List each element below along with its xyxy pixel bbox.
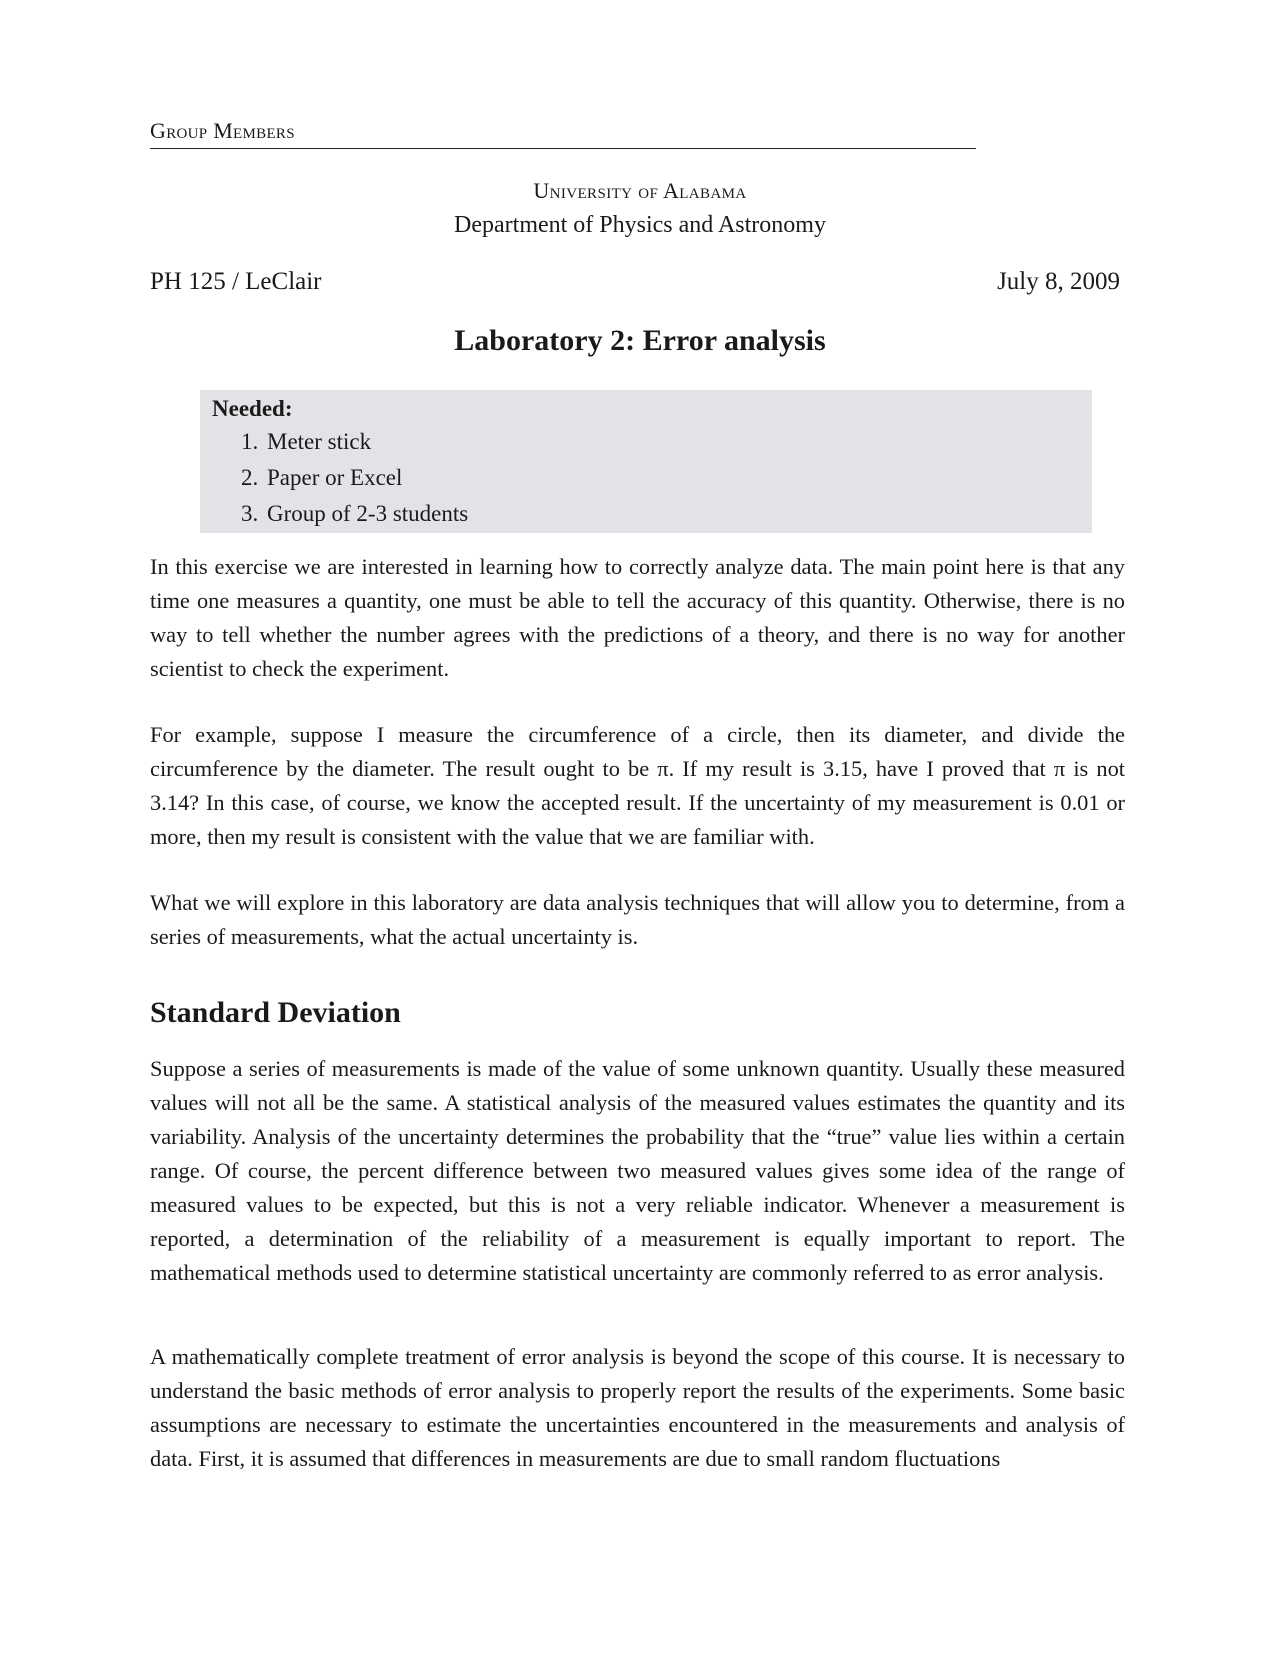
example-paragraph: For example, suppose I measure the circumference of a circle, then its diameter, and divide the circumference by the diameter. The result ought to be π. If my result is 3.15, have I proved that π is not 3.14? In this case, of course, we know the accepted result. If the uncertainty of my measurement is 0.01 or more, then my result is consistent with the value that we are familiar with. xyxy=(150,722,1125,849)
course-label: PH 125 / LeClair xyxy=(150,268,322,295)
list-item-text: Paper or Excel xyxy=(267,465,403,490)
list-item xyxy=(212,424,1080,460)
needed-box xyxy=(200,390,1092,533)
needed-list xyxy=(212,424,1080,532)
list-item xyxy=(212,496,1080,532)
date-label: July 8, 2009 xyxy=(997,268,1120,295)
list-item-number: 1. xyxy=(241,429,259,454)
explore-paragraph: What we will explore in this laboratory are data analysis techniques that will allow you to determine, from a series of measurements, what the actual uncertainty is. xyxy=(150,890,1125,949)
list-item-number: 2. xyxy=(241,465,259,490)
needed-heading: Needed: xyxy=(212,396,293,421)
group-members-line: Group Members xyxy=(150,118,976,149)
course-row xyxy=(150,268,1120,296)
list-item-number: 3. xyxy=(241,501,259,526)
list-item-text: Group of 2-3 students xyxy=(267,501,469,526)
list-item-text: Meter stick xyxy=(267,429,372,454)
std-dev-paragraph-2: A mathematically complete treatment of error analysis is beyond the scope of this course. It is necessary to understand the basic methods of error analysis to properly report the results of the experiments. Some basic assumptions are necessary to estimate the uncertainties encountered in the measurements and analysis of data. First, it is assumed that differences in measurements are due to small random fluctuations xyxy=(150,1344,1125,1471)
section-heading: Standard Deviation xyxy=(150,996,401,1029)
page-title: Laboratory 2: Error analysis xyxy=(454,324,826,357)
list-item xyxy=(212,460,1080,496)
university-name: University of Alabama xyxy=(533,178,747,203)
std-dev-paragraph-1: Suppose a series of measurements is made of the value of some unknown quantity. Usually these measured values will not all be the same. A statistical analysis of the measured values estimates the quantity and its variability. Analysis of the uncertainty determines the probability that the “true” value lies within a certain range. Of course, the percent difference between two measured values gives some idea of the range of measured values to be expected, but this is not a very reliable indicator. Whenever a measurement is reported, a determination of the reliability of a measurement is equally important to report. The mathematical methods used to determine statistical uncertainty are commonly referred to as error analysis. xyxy=(150,1056,1125,1285)
department-name: Department of Physics and Astronomy xyxy=(454,212,826,238)
intro-paragraph: In this exercise we are interested in learning how to correctly analyze data. The main point here is that any time one measures a quantity, one must be able to tell the accuracy of this quantity. Otherwise, there is no way to tell whether the number agrees with the predictions of a theory, and there is no way for another scientist to check the experiment. xyxy=(150,554,1125,681)
